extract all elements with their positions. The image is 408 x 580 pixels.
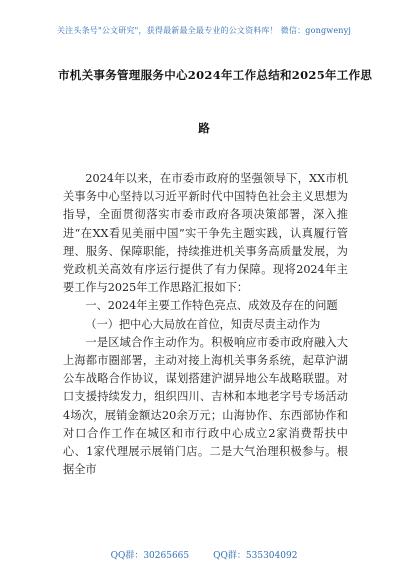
document-title-line2: 路: [198, 121, 210, 135]
footer-contact: [0, 548, 408, 561]
subsection-heading-1: （一）把中心大局放在首位，知责尽责主动作为: [85, 317, 321, 331]
body-paragraph-1: 一是区域合作主动作为。积极响应市委市政府融入大上海都市圈部署，主动对接上海机关事务系统，起草沪湖公车战略合作协议，谋划搭建沪湖异地公车战略联盟。对口支援持续发力，组织四川、吉林和本地老字号专场活动4场次，展销金额达20余万元；山海协作、东西部协作和对口合作工作在城区和市行政中心成立2家消费帮扶中心、1家代理展示展销门店。二是大气治理积极参与。根据全市: [63, 335, 348, 477]
qq-group-1: QQ群：30265665: [110, 551, 190, 561]
promo-banner: 关注头条号"公文研究"，获得最新最全最专业的公文资料库！ 微信：gongwenyj: [56, 26, 352, 35]
document-title-line1: 市机关事务管理服务中心2024年工作总结和2025年工作思: [58, 68, 373, 82]
document-body: [63, 170, 348, 479]
intro-paragraph: 2024年以来，在市委市政府的坚强领导下，XX市机关事务中心坚持以习近平新时代中国特色社会主义思想为指导，全面贯彻落实市委市政府各项决策部署，深入推进“在XX看见美丽中国”实干争先主题实践，认真履行管理、服务、保障职能，持续推进机关事务高质量发展，为党政机关高效有序运行提供了有力保障。现将2024年主要工作与2025年工作思路汇报如下：: [63, 172, 348, 295]
section-heading-1: 一、2024年主要工作特色亮点、成效及存在的问题: [85, 299, 338, 313]
qq-group-2: QQ群：535304092: [213, 551, 298, 561]
